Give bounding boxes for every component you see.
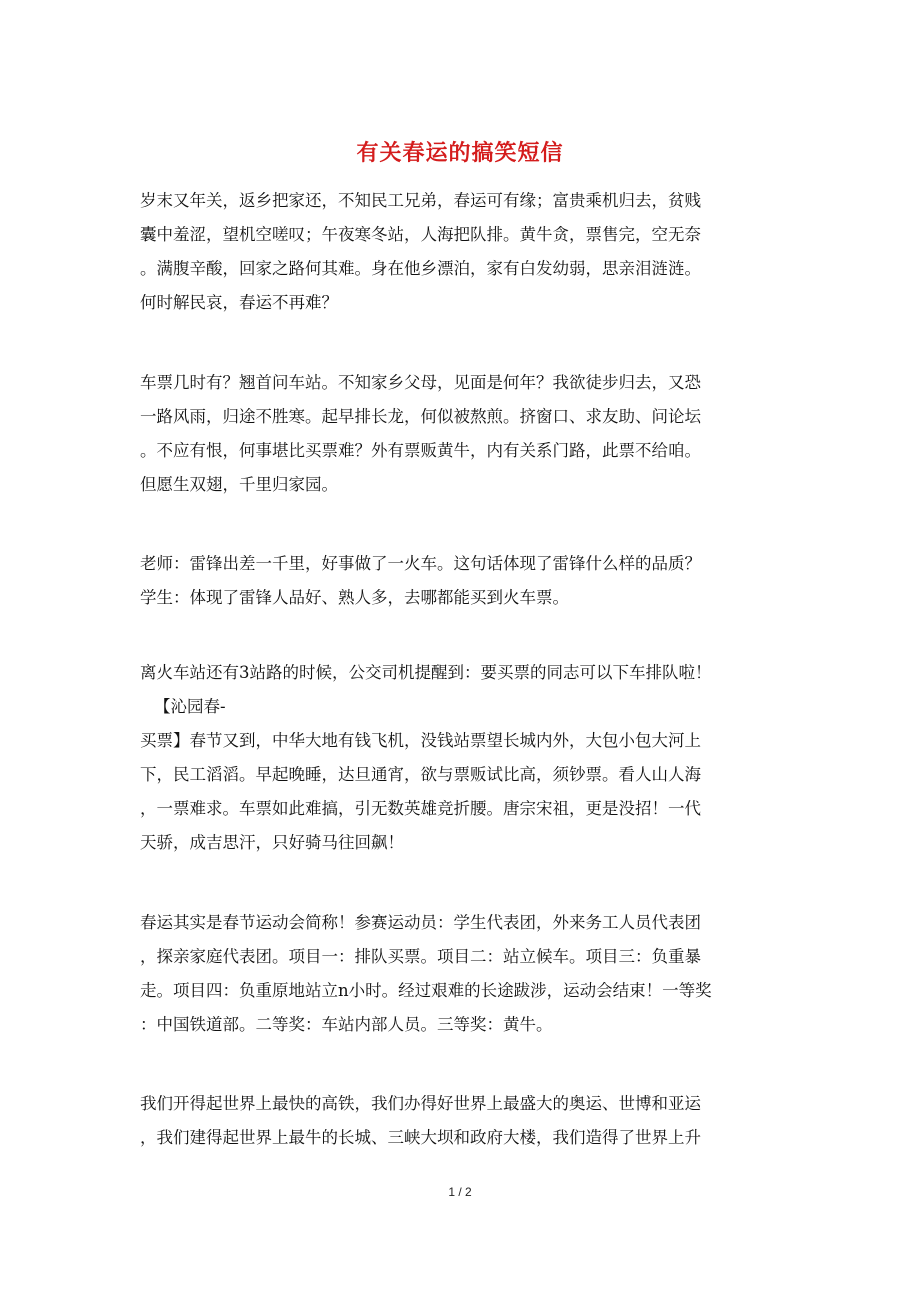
text-line: 买票】春节又到，中华大地有钱飞机，没钱站票望长城内外，大包小包大河上	[140, 731, 701, 750]
text-line: 离火车站还有3站路的时候，公交司机提醒到：要买票的同志可以下车排队啦！	[140, 663, 712, 682]
document-title: 有关春运的搞笑短信	[356, 140, 564, 166]
text-line: 天骄，成吉思汗，只好骑马往回飙！	[140, 833, 404, 852]
text-line: 我们开得起世界上最快的高铁，我们办得好世界上最盛大的奥运、世博和亚运	[140, 1094, 701, 1113]
paragraph-4	[140, 656, 790, 860]
text-line: ，探亲家庭代表团。项目一：排队买票。项目二：站立候车。项目三：负重暴	[140, 947, 701, 966]
paragraph-5	[140, 906, 790, 1042]
text-line: 老师：雷锋出差一千里，好事做了一火车。这句话体现了雷锋什么样的品质？	[140, 554, 701, 573]
paragraph-6	[140, 1087, 790, 1155]
text-line: 走。项目四：负重原地站立n小时。经过艰难的长途跋涉，运动会结束！一等奖	[140, 981, 712, 1000]
paragraph-1	[140, 184, 790, 320]
text-line: 车票几时有？翘首问车站。不知家乡父母，见面是何年？我欲徒步归去，又恐	[140, 373, 701, 392]
text-line: ，我们建得起世界上最牛的长城、三峡大坝和政府大楼，我们造得了世界上升	[140, 1128, 701, 1147]
text-line: 何时解民哀，春运不再难？	[140, 293, 338, 312]
text-line: 。满腹辛酸，回家之路何其难。身在他乡漂泊，家有白发幼弱，思亲泪涟涟。	[140, 259, 701, 278]
text-line: 。不应有恨，何事堪比买票难？外有票贩黄牛，内有关系门路，此票不给咱。	[140, 441, 701, 460]
text-line: ：中国铁道部。二等奖：车站内部人员。三等奖：黄牛。	[140, 1015, 553, 1034]
text-line: 春运其实是春节运动会简称！参赛运动员：学生代表团，外来务工人员代表团	[140, 913, 701, 932]
page-number: 1 / 2	[448, 1185, 472, 1199]
text-line: 但愿生双翅，千里归家园。	[140, 475, 338, 494]
text-line: ，一票难求。车票如此难搞，引无数英雄竞折腰。唐宗宋祖，更是没招！一代	[140, 799, 701, 818]
text-line: 囊中羞涩，望机空嗟叹；午夜寒冬站，人海把队排。黄牛贪，票售完，空无奈	[140, 225, 701, 244]
text-line: 【沁园春-	[154, 697, 226, 716]
text-line: 下，民工滔滔。早起晚睡，达旦通宵，欲与票贩试比高，须钞票。看人山人海	[140, 765, 701, 784]
paragraph-3	[140, 547, 790, 615]
text-line: 岁末又年关，返乡把家还，不知民工兄弟，春运可有缘；富贵乘机归去，贫贱	[140, 191, 701, 210]
text-line: 一路风雨，归途不胜寒。起早排长龙，何似被熬煎。挤窗口、求友助、问论坛	[140, 407, 701, 426]
paragraph-2	[140, 366, 790, 502]
text-line: 学生：体现了雷锋人品好、熟人多，去哪都能买到火车票。	[140, 588, 569, 607]
